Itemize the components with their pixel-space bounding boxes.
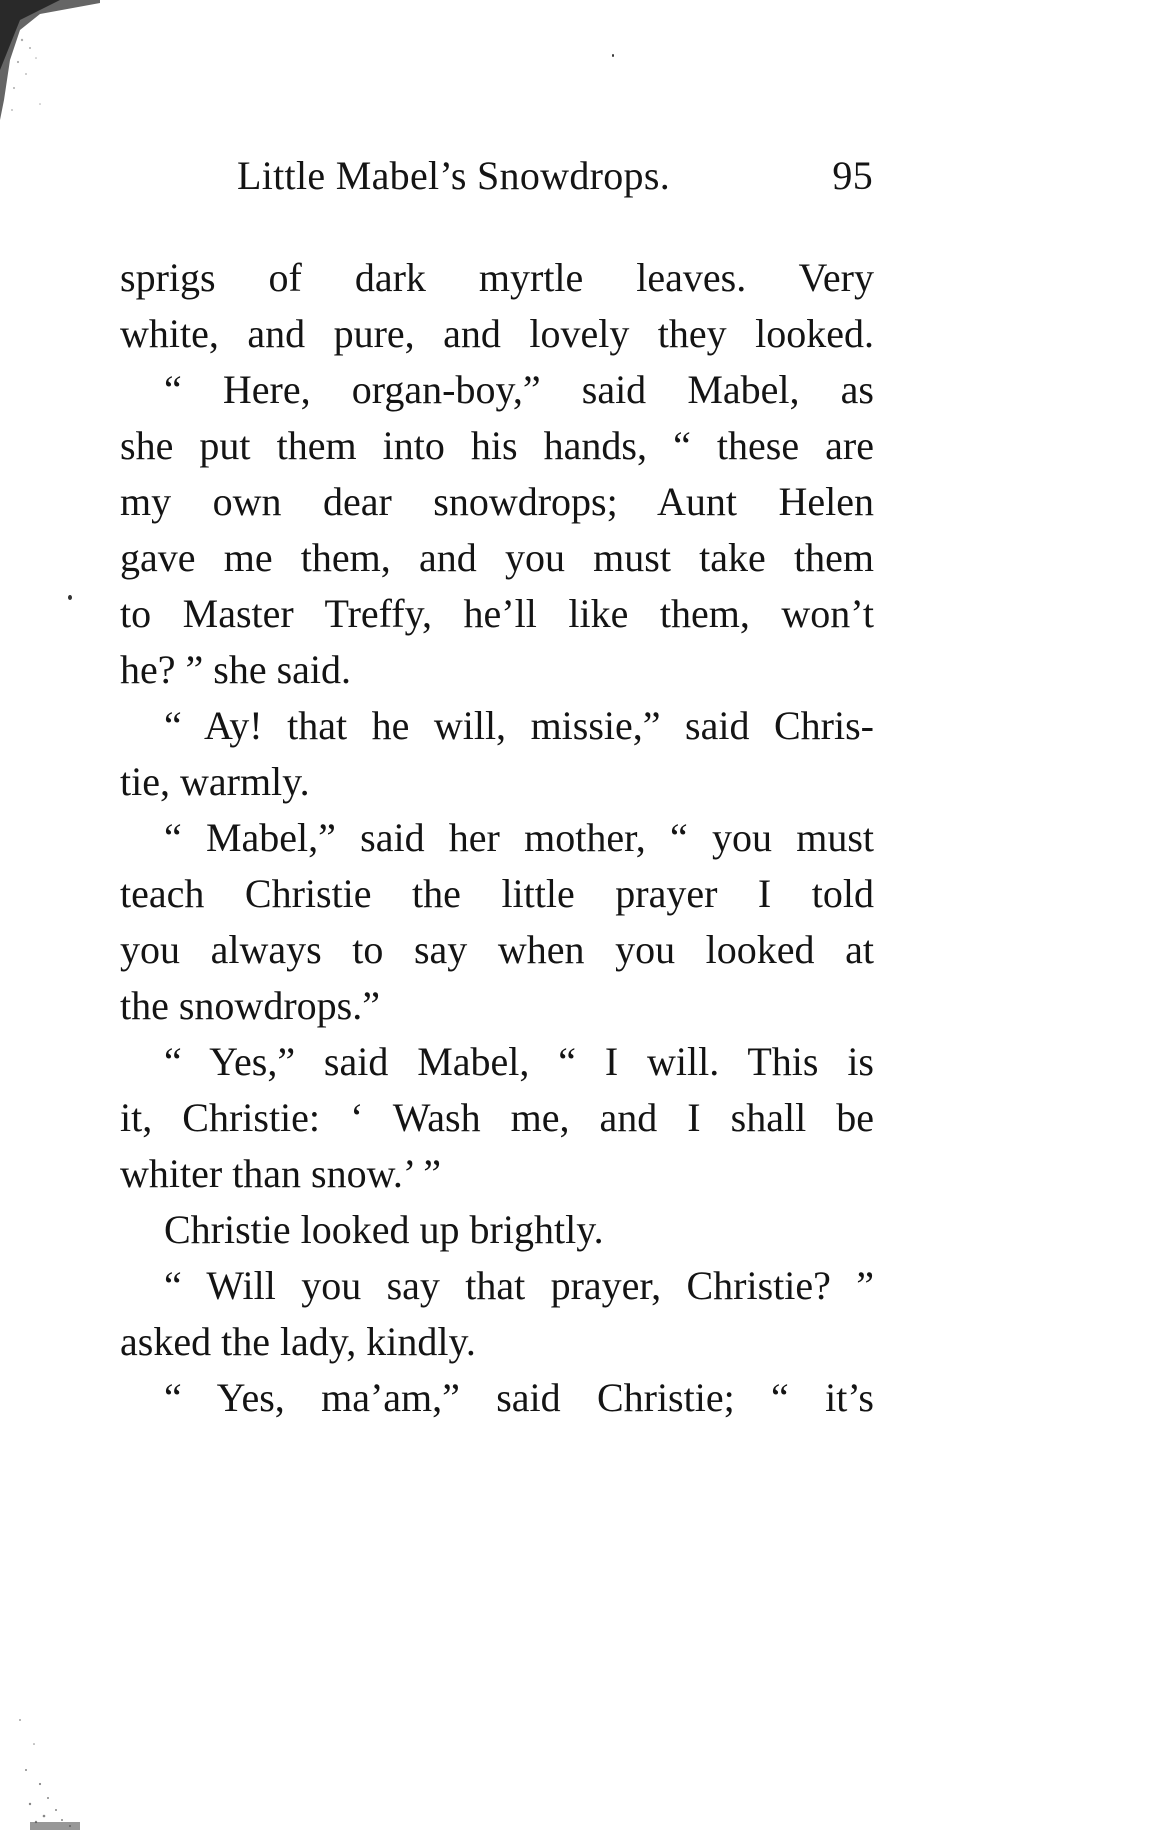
- text-line: “ Ay! that he will, missie,” said Chris-: [164, 703, 874, 748]
- body-text: [120, 250, 874, 1426]
- text-line: gave me them, and you must take them: [120, 535, 874, 580]
- text-line: sprigs of dark myrtle leaves. Very: [120, 255, 874, 300]
- text-line: “ Here, organ-boy,” said Mabel, as: [164, 367, 874, 412]
- text-line: “ Yes, ma’am,” said Christie; “ it’s: [164, 1375, 874, 1420]
- text-line: he? ” she said.: [120, 647, 352, 692]
- text-line: teach Christie the little prayer I told: [120, 871, 874, 916]
- text-line: asked the lady, kindly.: [120, 1319, 476, 1364]
- text-line: it, Christie: ‘ Wash me, and I shall be: [120, 1095, 874, 1140]
- running-title: Little Mabel’s Snowdrops.: [237, 153, 671, 198]
- page-number: 95: [832, 153, 873, 198]
- text-line: white, and pure, and lovely they looked.: [120, 311, 874, 356]
- text-line: to Master Treffy, he’ll like them, won’t: [120, 591, 874, 636]
- scan-artifact-bottom-left: [0, 1700, 90, 1830]
- scan-artifact-top-left: [0, 0, 100, 120]
- text-line: “ Yes,” said Mabel, “ I will. This is: [164, 1039, 874, 1084]
- running-head: [237, 148, 873, 204]
- text-line: you always to say when you looked at: [120, 927, 874, 972]
- stray-dot-mark: [68, 595, 72, 600]
- text-line: whiter than snow.’ ”: [120, 1151, 442, 1196]
- text-line: she put them into his hands, “ these are: [120, 423, 874, 468]
- text-line: “ Will you say that prayer, Christie? ”: [164, 1263, 874, 1308]
- text-line: Christie looked up brightly.: [164, 1207, 604, 1252]
- text-line: my own dear snowdrops; Aunt Helen: [120, 479, 874, 524]
- text-line: the snowdrops.”: [120, 983, 380, 1028]
- text-line: tie, warmly.: [120, 759, 310, 804]
- text-line: “ Mabel,” said her mother, “ you must: [164, 815, 874, 860]
- stray-dot-mark: [612, 54, 614, 57]
